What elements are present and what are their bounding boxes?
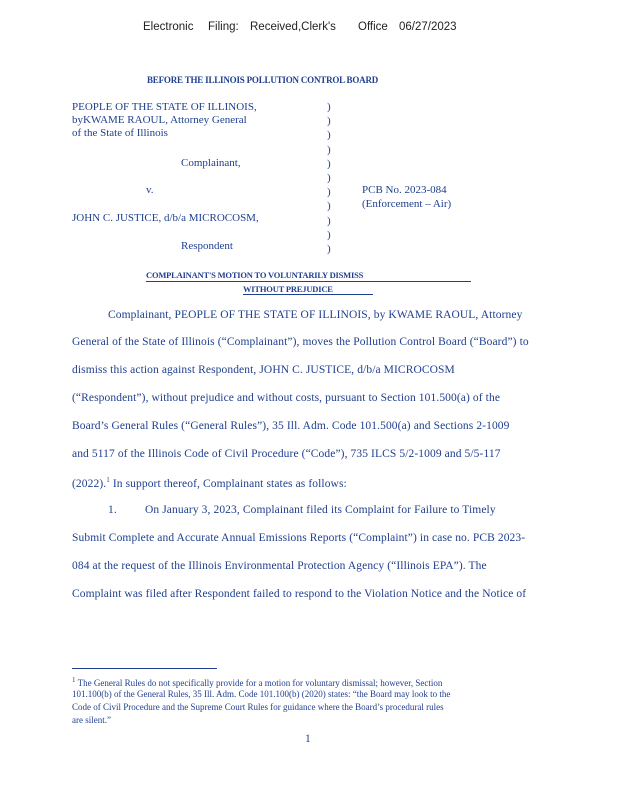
paragraph-line-3: 084 at the request of the Illinois Environmental Protection Agency (“Illinois EPA”). The: [72, 560, 487, 572]
footnote-line-3: Code of Civil Procedure and the Supreme Court Rules for guidance where the Board’s procedural rules: [72, 702, 444, 712]
paragraph-line-1: On January 3, 2023, Complainant filed its Complaint for Failure to Timely: [145, 504, 496, 516]
body-line-7: [72, 476, 347, 490]
motion-title-line2: WITHOUT PREJUDICE: [243, 284, 333, 294]
paragraph-line-4: Complaint was filed after Respondent failed to respond to the Violation Notice and the Notice of: [72, 588, 527, 600]
body-line-3: dismiss this action against Respondent, JOHN C. JUSTICE, d/b/a MICROCOSM: [72, 364, 455, 376]
caption-plaintiff-line3: of the State of Illinois: [72, 127, 168, 139]
body-year: (2022).: [72, 477, 107, 490]
filing-date: 06/27/2023: [399, 21, 457, 33]
motion-title-line1: COMPLAINANT'S MOTION TO VOLUNTARILY DISMISS: [146, 270, 364, 280]
board-title: BEFORE THE ILLINOIS POLLUTION CONTROL BOARD: [147, 75, 379, 85]
footnote-separator: [72, 668, 217, 669]
caption-versus: v.: [146, 184, 154, 196]
page-number: 1: [305, 733, 311, 745]
footnote-line-4: are silent.”: [72, 715, 111, 725]
footnote-line-1: [72, 676, 442, 688]
filing-label-electronic: Electronic: [143, 21, 194, 33]
body-line-5: Board’s General Rules (“General Rules”), 35 Ill. Adm. Code 101.500(a) and Sections 2-1009: [72, 420, 510, 432]
caption-complainant-role: Complainant,: [181, 157, 241, 169]
body-line-4: (“Respondent”), without prejudice and without costs, pursuant to Section 101.500(a) of the: [72, 392, 501, 404]
body-line-1: Complainant, PEOPLE OF THE STATE OF ILLINOIS, by KWAME RAOUL, Attorney: [108, 309, 523, 321]
filing-label-received: Received,Clerk's: [250, 21, 336, 33]
footnote-text-1: The General Rules do not specifically provide for a motion for voluntary dismissal; however, Section: [77, 678, 443, 688]
motion-title-underline1: [146, 281, 471, 282]
paragraph-line-2: Submit Complete and Accurate Annual Emissions Reports (“Complaint”) in case no. PCB 2023-: [72, 532, 526, 544]
caption-defendant: JOHN C. JUSTICE, d/b/a MICROCOSM,: [72, 212, 259, 224]
caption-plaintiff-line2: byKWAME RAOUL, Attorney General: [72, 114, 247, 126]
body-line-2: General of the State of Illinois (“Complainant”), moves the Pollution Control Board (“Board”) to: [72, 336, 529, 348]
caption-plaintiff-line1: PEOPLE OF THE STATE OF ILLINOIS,: [72, 101, 257, 113]
motion-title-underline2: [243, 294, 373, 295]
case-type: (Enforcement – Air): [362, 198, 452, 210]
caption-parentheses: ) ) ) ) ) ) ) ) ) ) ): [327, 101, 331, 256]
footnote-line-2: 101.100(b) of the General Rules, 35 Ill. Adm. Code 101.100(b) (2020) states: “the Board may look to the: [72, 689, 451, 699]
paragraph-number: 1.: [108, 504, 117, 516]
body-line-6: and 5117 of the Illinois Code of Civil Procedure (“Code”), 735 ILCS 5/2-1009 and 5/5-117: [72, 448, 501, 460]
footnote-marker: 1: [72, 676, 76, 684]
filing-label-filing: Filing:: [208, 21, 239, 33]
caption-respondent-role: Respondent: [181, 240, 233, 252]
footnote-marker-ref: 1: [106, 476, 110, 484]
body-support-sentence: In support thereof, Complainant states as follows:: [112, 477, 347, 490]
filing-label-office: Office: [358, 21, 388, 33]
case-number: PCB No. 2023-084: [362, 184, 447, 196]
